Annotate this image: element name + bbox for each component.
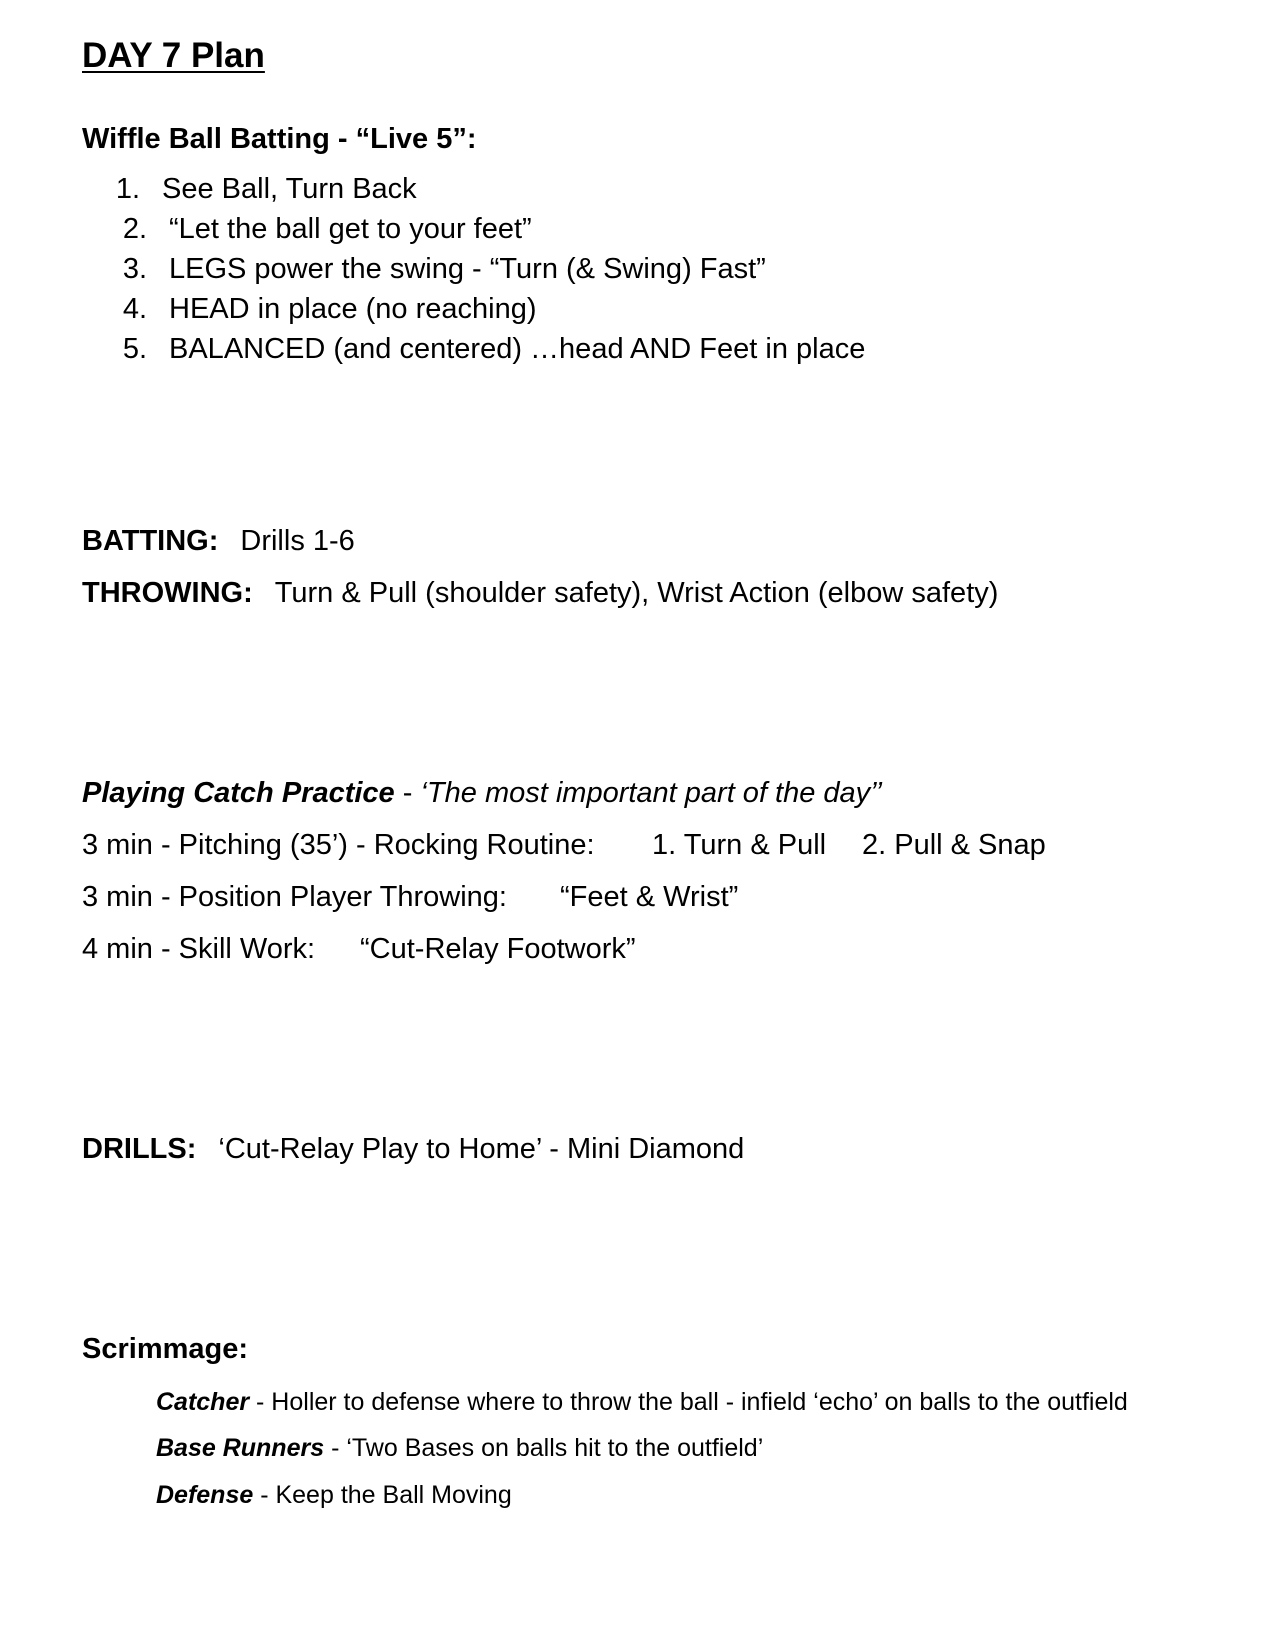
- catch-pitching-step1: 1. Turn & Pull: [652, 829, 827, 861]
- catch-skill-line: [82, 932, 315, 966]
- scrimmage-heading: Scrimmage:: [82, 1333, 249, 1365]
- catch-pitching-line: [82, 828, 595, 862]
- catch-position-focus: “Feet & Wrist”: [560, 881, 739, 913]
- drills-label: DRILLS:: [82, 1133, 197, 1165]
- list-item-number: 4.: [122, 293, 147, 325]
- scrimmage-role: Base Runners: [156, 1434, 325, 1462]
- wiffle-heading: Wiffle Ball Batting - “Live 5”:: [82, 123, 477, 155]
- list-item-text: LEGS power the swing - “Turn (& Swing) Fast”: [169, 253, 766, 285]
- scrimmage-role: Defense: [156, 1481, 254, 1509]
- list-item-number: 2.: [122, 213, 147, 245]
- catch-skill-text: 4 min - Skill Work:: [82, 933, 316, 965]
- scrimmage-role: Catcher: [156, 1388, 250, 1416]
- list-item-text: HEAD in place (no reaching): [169, 293, 537, 325]
- catch-subtitle: ‘The most important part of the day’’: [420, 777, 882, 809]
- list-item: [107, 292, 537, 326]
- scrimmage-item: [156, 1480, 512, 1510]
- catch-pitching-text: 3 min - Pitching (35’) - Rocking Routine:: [82, 829, 595, 861]
- catch-position-text: 3 min - Position Player Throwing:: [82, 881, 507, 913]
- catch-skill-focus: “Cut-Relay Footwork”: [360, 933, 636, 965]
- list-item-number: 3.: [122, 253, 147, 285]
- list-item: [107, 252, 766, 286]
- batting-line: [82, 524, 355, 558]
- batting-text: Drills 1-6: [240, 525, 355, 557]
- list-item-text: See Ball, Turn Back: [162, 173, 417, 205]
- list-item-text: BALANCED (and centered) …head AND Feet in place: [169, 333, 866, 365]
- scrimmage-item: [156, 1433, 763, 1463]
- list-item: [107, 332, 865, 366]
- list-item: [100, 172, 417, 206]
- list-item: [107, 212, 532, 246]
- scrimmage-item: [156, 1387, 1128, 1417]
- scrimmage-text: - Holler to defense where to throw the ball - infield ‘echo’ on balls to the outfield: [249, 1388, 1128, 1416]
- catch-pitching-step2: 2. Pull & Snap: [862, 829, 1046, 861]
- list-item-text: “Let the ball get to your feet”: [169, 213, 532, 245]
- drills-text: ‘Cut-Relay Play to Home’ - Mini Diamond: [218, 1133, 745, 1165]
- list-item-number: 1.: [115, 173, 140, 205]
- catch-position-line: [82, 880, 507, 914]
- throwing-text: Turn & Pull (shoulder safety), Wrist Action (elbow safety): [274, 577, 999, 609]
- scrimmage-text: - ‘Two Bases on balls hit to the outfield’: [324, 1434, 764, 1462]
- throwing-line: [82, 576, 998, 610]
- list-item-number: 5.: [122, 333, 147, 365]
- catch-separator: -: [394, 777, 421, 809]
- throwing-label: THROWING:: [82, 577, 253, 609]
- page-title: DAY 7 Plan: [82, 36, 265, 75]
- catch-heading-line: [82, 776, 882, 810]
- catch-heading: Playing Catch Practice: [82, 777, 395, 809]
- drills-line: [82, 1132, 744, 1166]
- scrimmage-text: - Keep the Ball Moving: [253, 1481, 512, 1509]
- batting-label: BATTING:: [82, 525, 219, 557]
